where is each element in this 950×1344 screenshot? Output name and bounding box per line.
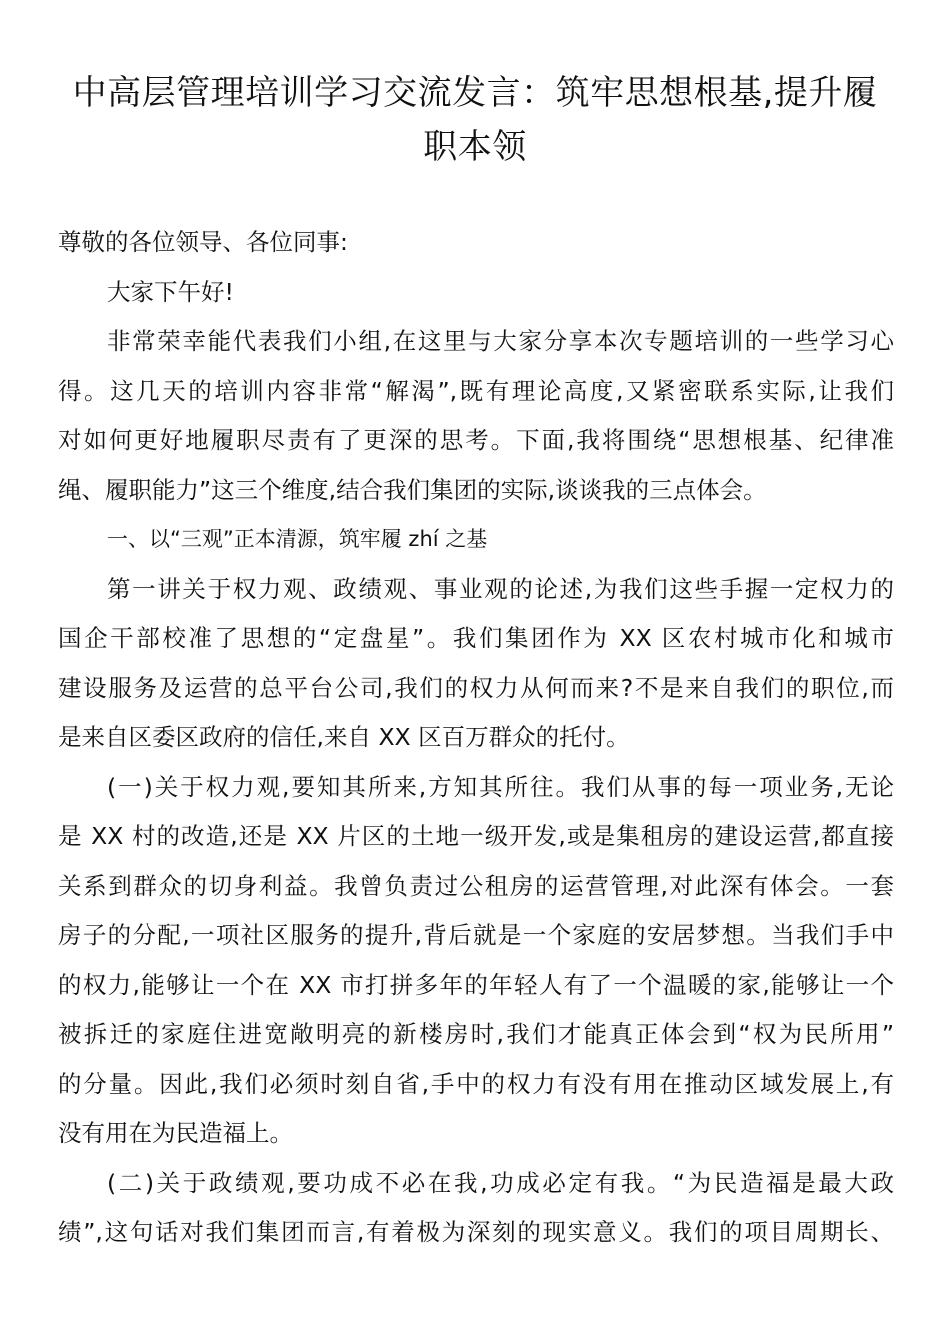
paragraph-line: 非常荣幸能代表我们小组,在这里与大家分享本次专题培训的一些学习心 <box>107 327 894 355</box>
paragraph-line: 的权力,能够让一个在 XX 市打拼多年的年轻人有了一个温暖的家,能够让一个 <box>58 970 894 999</box>
paragraph-line: 没有用在为民造福上。 <box>58 1119 293 1147</box>
title-line-2: 职本领 <box>423 127 527 167</box>
paragraph-line: 关系到群众的切身利益。我曾负责过公租房的运营管理,对此深有体会。一套 <box>58 871 894 900</box>
paragraph-line: 对如何更好地履职尽责有了更深的思考。下面,我将围绕“思想根基、纪律准 <box>58 426 894 454</box>
paragraph-line: 绩”,这句话对我们集团而言,有着极为深刻的现实意义。我们的项目周期长、 <box>58 1218 894 1246</box>
paragraph-line: 绳、履职能力”这三个维度,结合我们集团的实际,谈谈我的三点体会。 <box>58 475 767 504</box>
paragraph-line: 第一讲关于权力观、政绩观、事业观的论述,为我们这些手握一定权力的 <box>107 574 894 603</box>
greeting: 大家下午好! <box>107 277 234 306</box>
document-body <box>58 218 894 1258</box>
paragraph-line: 的分量。因此,我们必须时刻自省,手中的权力有没有用在推动区域发展上,有 <box>58 1069 894 1098</box>
paragraph-line: (一)关于权力观,要知其所来,方知其所往。我们从事的每一项业务,无论 <box>107 772 894 801</box>
paragraph-line: 得。这几天的培训内容非常“解渴”,既有理论高度,又紧密联系实际,让我们 <box>58 376 894 405</box>
paragraph-line: (二)关于政绩观,要功成不必在我,功成必定有我。“为民造福是最大政 <box>107 1168 894 1197</box>
paragraph-line: 是 XX 村的改造,还是 XX 片区的土地一级开发,或是集租房的建设运营,都直接 <box>58 822 894 850</box>
salutation: 尊敬的各位领导、各位同事: <box>58 228 348 256</box>
document-title <box>50 66 900 174</box>
paragraph-line: 被拆迁的家庭住进宽敞明亮的新楼房时,我们才能真正体会到“权为民所用” <box>58 1020 894 1048</box>
paragraph-line: 是来自区委区政府的信任,来自 XX 区百万群众的托付。 <box>58 723 630 751</box>
paragraph-line: 建设服务及运营的总平台公司,我们的权力从何而来?不是来自我们的职位,而 <box>58 673 894 702</box>
paragraph-line: 房子的分配,一项社区服务的提升,背后就是一个家庭的安居梦想。当我们手中 <box>58 921 894 949</box>
title-line-1: 中高层管理培训学习交流发言：筑牢思想根基,提升履 <box>72 73 878 113</box>
section-heading: 一、以“三观”正本清源，筑牢履 zhí 之基 <box>107 527 488 551</box>
paragraph-line: 国企干部校准了思想的“定盘星”。我们集团作为 XX 区农村城市化和城市 <box>58 624 894 652</box>
